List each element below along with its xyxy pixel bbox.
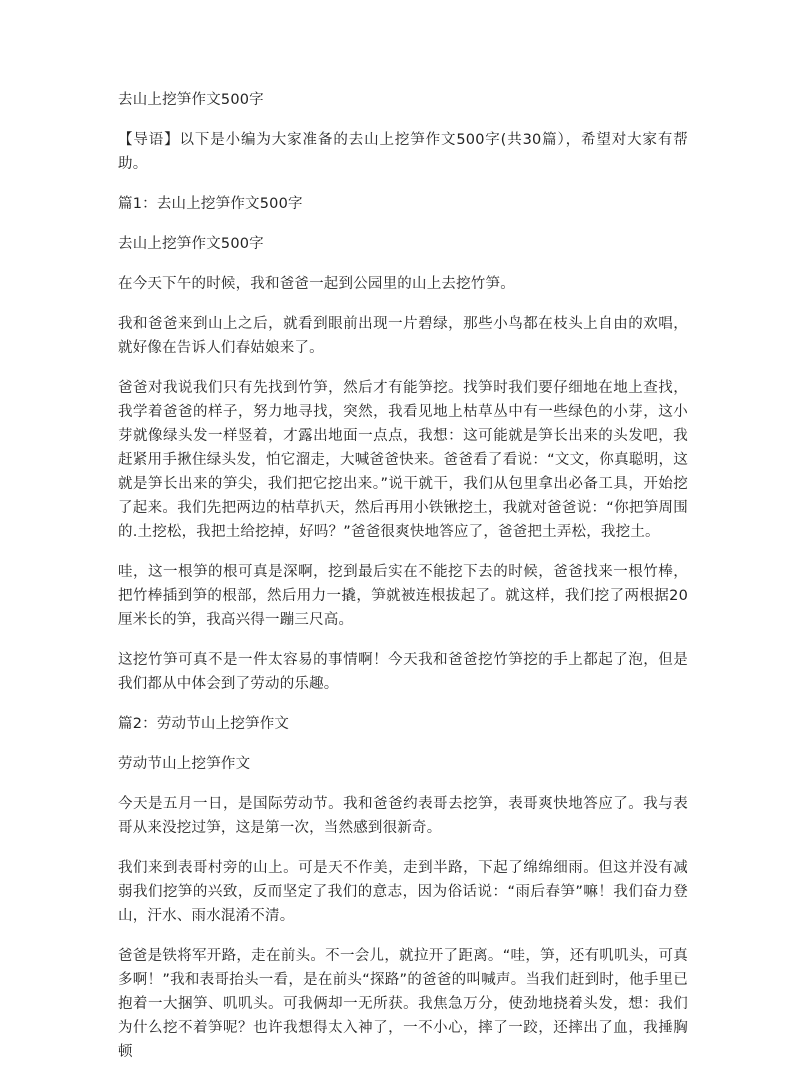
body-paragraph: 我和爸爸来到山上之后，就看到眼前出现一片碧绿，那些小鸟都在枝头上自由的欢唱，就好像在告诉人们春姑娘来了。 [118, 316, 688, 356]
body-paragraph: 哇，这一根笋的根可真是深啊，挖到最后实在不能挖下去的时候，爸爸找来一根竹棒，把竹棒插到笋的根部，然后用力一撬，笋就被连根拔起了。就这样，我们挖了两根据20厘米长的笋，我高兴得一蹦三尺高。 [118, 564, 688, 628]
body-paragraph: 在今天下午的时候，我和爸爸一起到公园里的山上去挖竹笋。 [118, 276, 515, 292]
body-paragraph: 今天是五月一日，是国际劳动节。我和爸爸约表哥去挖笋，表哥爽快地答应了。我与表哥从来没挖过笋，这是第一次，当然感到很新奇。 [118, 796, 688, 836]
body-paragraph: 爸爸对我说我们只有先找到竹笋，然后才有能笋挖。找笋时我们要仔细地在地上查找，我学着爸爸的样子，努力地寻找，突然，我看见地上枯草丛中有一些绿色的小芽，这小芽就像绿头发一样竖着，才露出地面一点点，我想：这可能就是笋长出来的头发吧，我赶紧用手揪住绿头发，怕它溜走，大喊爸爸快来。爸爸看了看说：“文文，你真聪明，这就是笋长出来的笋尖，我们把它挖出来。”说干就干，我们从包里拿出必备工具，开始挖了起来。我们先把两边的枯草扒天，然后再用小铁锹挖土，我就对爸爸说：“你把笋周围的.土挖松，我把土给挖掉，好吗？”爸爸很爽快地答应了，爸爸把土弄松，我挖土。 [118, 380, 688, 540]
body-paragraph: 这挖竹笋可真不是一件太容易的事情啊！今天我和爸爸挖竹笋挖的手上都起了泡，但是我们都从中体会到了劳动的乐趣。 [118, 652, 688, 692]
section-subtitle-2: 劳动节山上挖笋作文 [118, 756, 251, 772]
document-title: 去山上挖笋作文500字 [118, 92, 264, 108]
section-subtitle-1: 去山上挖笋作文500字 [118, 236, 264, 252]
intro-paragraph: 【导语】以下是小编为大家准备的去山上挖笋作文500字(共30篇），希望对大家有帮助。 [118, 132, 688, 172]
body-paragraph: 我们来到表哥村旁的山上。可是天不作美，走到半路，下起了绵绵细雨。但这并没有减弱我们挖笋的兴致，反而坚定了我们的意志，因为俗话说：“雨后春笋”嘛！我们奋力登山，汗水、雨水混淆不清。 [118, 860, 688, 924]
section-heading-2: 篇2：劳动节山上挖笋作文 [118, 716, 290, 732]
body-paragraph: 爸爸是铁将军开路，走在前头。不一会儿，就拉开了距离。“哇，笋，还有叽叽头，可真多啊！”我和表哥抬头一看，是在前头“探路”的爸爸的叫喊声。当我们赶到时，他手里已抱着一大捆笋、叽叽头。可我俩却一无所获。我焦急万分，使劲地挠着头发，想：我们为什么挖不着笋呢？也许我想得太入神了，一不小心，摔了一跤，还摔出了血，我捶胸顿 [118, 948, 688, 1060]
document-page [118, 88, 688, 1080]
section-heading-1: 篇1：去山上挖笋作文500字 [118, 196, 303, 212]
